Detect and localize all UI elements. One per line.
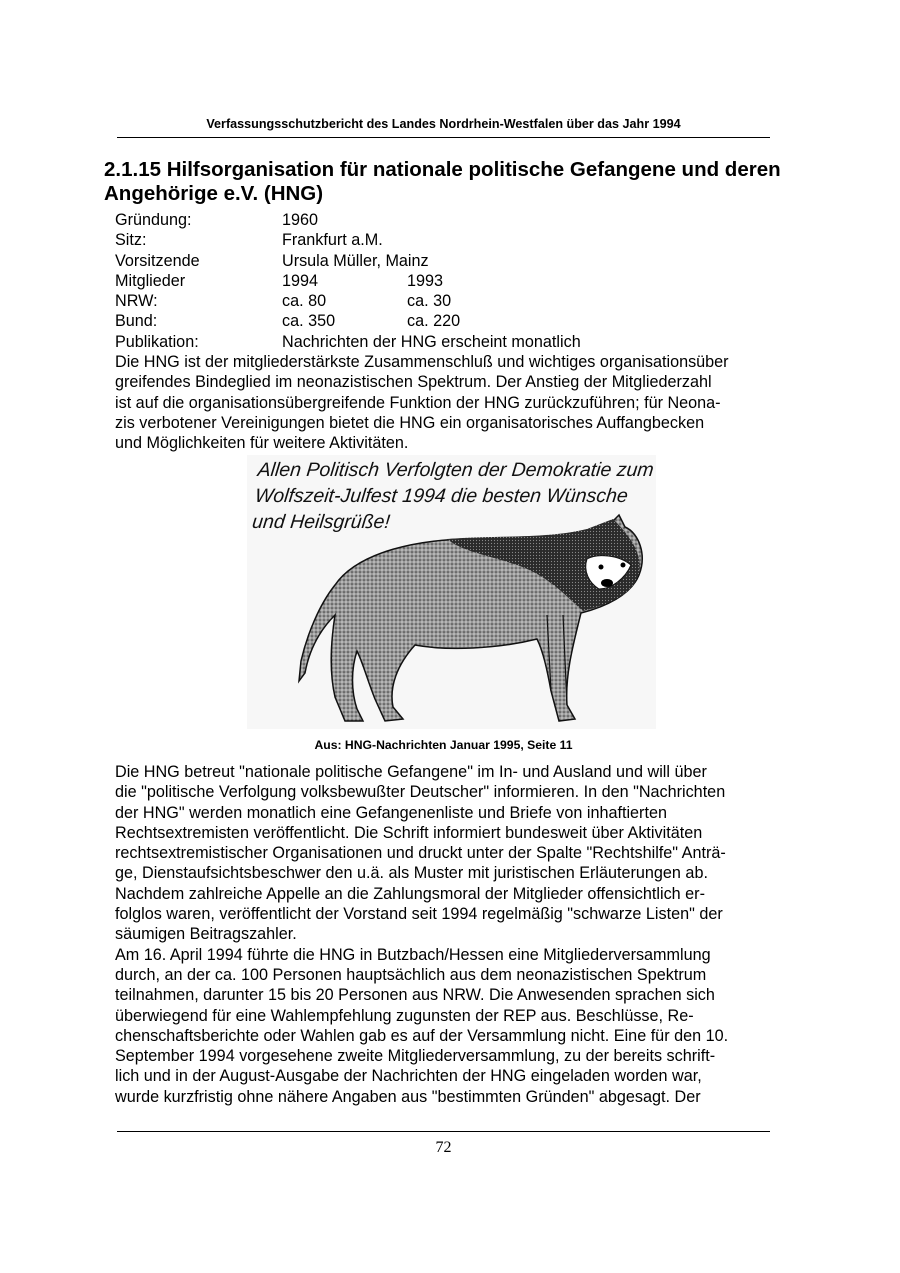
text-line: Die HNG betreut "nationale politische Gefangene" im In- und Ausland und will über [115, 763, 707, 781]
fact-value-2: ca. 30 [407, 292, 452, 311]
greeting-line: Allen Politisch Verfolgten der Demokratie zum [256, 459, 655, 481]
fact-label: Bund: [115, 312, 158, 331]
text-line: überwiegend für eine Wahlempfehlung zugunsten der REP aus. Beschlüsse, Re- [115, 1006, 694, 1025]
text-line: greifendes Bindeglied im neonazistischen Spektrum. Der Anstieg der Mitgliederzahl [115, 373, 712, 392]
text-line: und Möglichkeiten für weitere Aktivitäten. [115, 434, 409, 453]
text-line: lich und in der August-Ausgabe der Nachrichten der HNG eingeladen worden war, [115, 1067, 702, 1086]
fact-label: Mitglieder [115, 271, 186, 290]
text-line: Nachdem zahlreiche Appelle an die Zahlungsmoral der Mitglieder offensichtlich er- [115, 884, 705, 903]
fact-value: 1994 [282, 271, 319, 290]
section-title-line-2: Angehörige e.V. (HNG) [104, 182, 324, 205]
figure-greeting-text [251, 457, 655, 535]
text-line: ist auf die organisationsübergreifende Funktion der HNG zurückzuführen; für Neona- [115, 393, 721, 412]
text-line: September 1994 vorgesehene zweite Mitgliederversammlung, zu der bereits schrift- [115, 1047, 716, 1066]
page-number: 72 [435, 1139, 452, 1156]
text-line: wurde kurzfristig ohne nähere Angaben aus "bestimmten Gründen" abgesagt. Der [115, 1087, 701, 1106]
fact-value: ca. 80 [282, 292, 327, 311]
text-line: Die HNG ist der mitgliederstärkste Zusammenschluß und wichtiges organisationsüber [115, 353, 729, 371]
fact-label: NRW: [115, 292, 158, 311]
fact-label: Vorsitzende [115, 251, 200, 270]
text-line: teilnahmen, darunter 15 bis 20 Personen aus NRW. Die Anwesenden sprachen sich [115, 986, 715, 1005]
section-title [104, 158, 804, 206]
header-rule [117, 137, 770, 138]
text-line: die "politische Verfolgung volksbewußter Deutscher" informieren. In den "Nachrichten [115, 783, 726, 802]
fact-value: ca. 350 [282, 312, 336, 331]
text-line: rechtsextremistischer Organisationen und druckt unter der Spalte "Rechtshilfe" Anträ- [115, 844, 726, 863]
text-line: chenschaftsberichte oder Wahlen gab es auf der Versammlung nicht. Eine für den 10. [115, 1026, 729, 1045]
fact-value: Ursula Müller, Mainz [282, 251, 429, 270]
text-line: Rechtsextremisten veröffentlicht. Die Schrift informiert bundesweit über Aktivitäten [115, 823, 703, 842]
fact-value: Frankfurt a.M. [282, 231, 383, 250]
fact-value: Nachrichten der HNG erscheint monatlich [282, 332, 581, 351]
wolf-figure [247, 455, 656, 729]
fact-label: Gründung: [115, 211, 192, 229]
text-line: folglos waren, veröffentlicht der Vorstand seit 1994 regelmäßig "schwarze Listen" der [115, 905, 723, 924]
text-line: ge, Dienstaufsichtsbeschwer den u.ä. als Muster mit juristischen Erläuterungen ab. [115, 864, 708, 883]
text-line: zis verbotener Vereinigungen bietet die HNG ein organisatorisches Auffangbecken [115, 413, 705, 432]
text-line: durch, an der ca. 100 Personen hauptsächlich aus dem neonazistischen Spektrum [115, 965, 707, 984]
footer-rule [117, 1131, 770, 1132]
text-line: der HNG" werden monatlich eine Gefangenenliste und Briefe von inhaftierten [115, 803, 667, 822]
figure-caption: Aus: HNG-Nachrichten Januar 1995, Seite 11 [314, 738, 573, 752]
fact-value-2: 1993 [407, 271, 444, 290]
intro-paragraph [115, 352, 787, 453]
text-line: Am 16. April 1994 führte die HNG in Butzbach/Hessen eine Mitgliederversammlung [115, 945, 711, 964]
fact-value: 1960 [282, 211, 319, 229]
greeting-line: und Heilsgrüße! [251, 511, 392, 533]
fact-value-2: ca. 220 [407, 312, 461, 331]
page-header: Verfassungsschutzbericht des Landes Nordrhein-Westfalen über das Jahr 1994 [206, 117, 681, 131]
fact-label: Publikation: [115, 332, 199, 351]
section-title-line-1: 2.1.15 Hilfsorganisation für nationale politische Gefangene und deren [104, 158, 781, 181]
text-line: säumigen Beitragszahler. [115, 925, 297, 944]
greeting-line: Wolfszeit-Julfest 1994 die besten Wünsche [253, 485, 630, 507]
body-paragraphs [115, 762, 787, 1107]
fact-label: Sitz: [115, 231, 147, 250]
